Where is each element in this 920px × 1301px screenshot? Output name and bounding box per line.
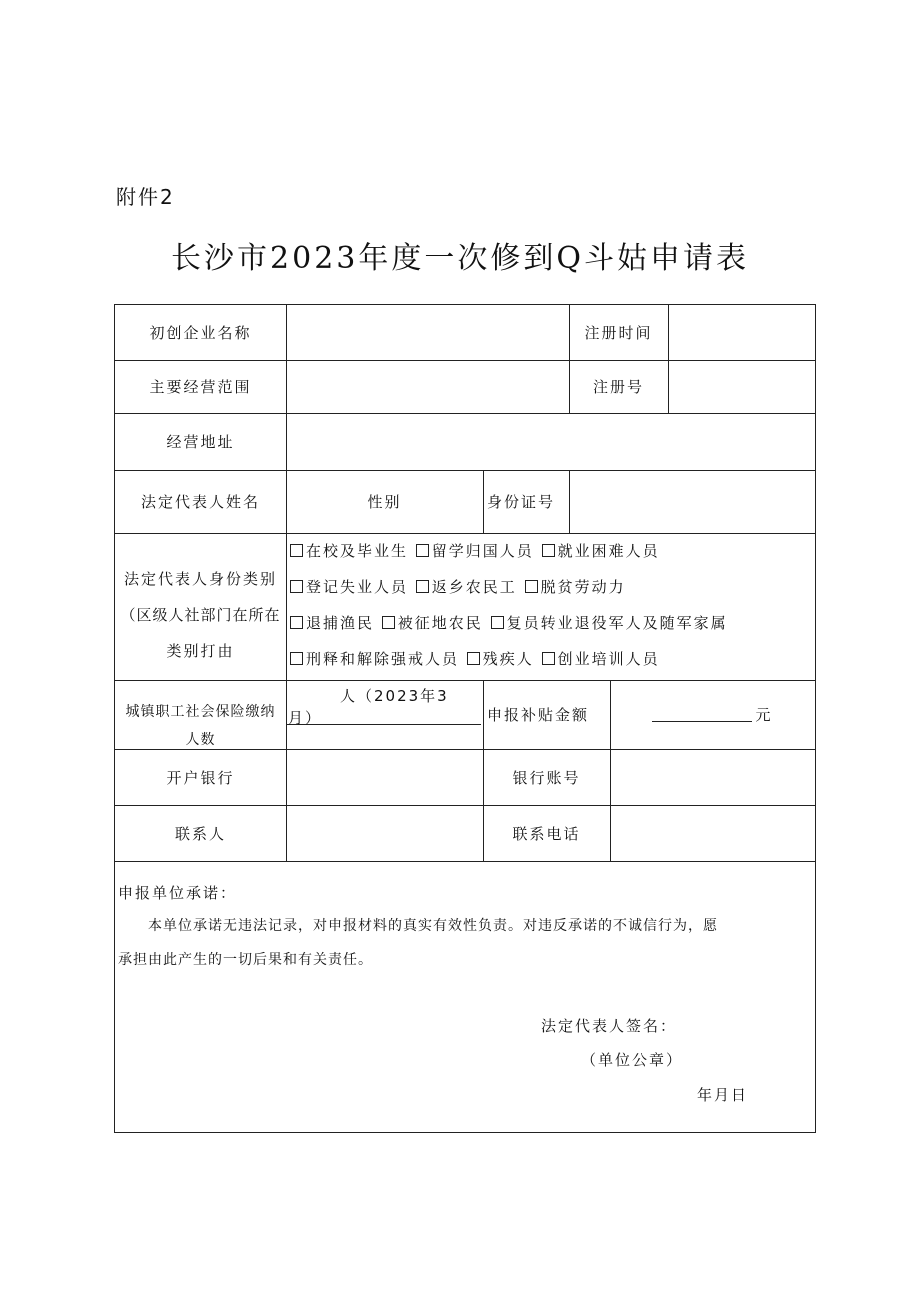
account-field[interactable] [610, 749, 815, 805]
promise-text [118, 909, 812, 977]
checkbox-icon[interactable] [542, 544, 555, 557]
reg-no-field[interactable] [668, 360, 815, 413]
option-label: 返乡农民工 [431, 578, 517, 596]
subsidy-unit: 元 [755, 706, 773, 724]
option-label: 留学归国人员 [431, 542, 534, 560]
identity-label-line-3: 类别打由 [166, 642, 235, 660]
subsidy-amount-blank[interactable] [652, 707, 752, 722]
company-name-field[interactable] [286, 305, 569, 360]
business-scope-field[interactable] [286, 360, 569, 413]
checkbox-icon[interactable] [382, 616, 395, 629]
checkbox-icon[interactable] [542, 652, 555, 665]
identity-option-row [289, 641, 809, 677]
date-label: 年月日 [697, 1086, 749, 1104]
address-label: 经营地址 [166, 433, 235, 451]
subsidy-field[interactable] [610, 680, 815, 749]
signature-label: 法定代表人签名： [541, 1017, 678, 1035]
checkbox-icon[interactable] [290, 544, 303, 557]
account-label: 银行账号 [512, 768, 581, 787]
identity-label [115, 561, 286, 669]
insurance-count-line-1[interactable]: 人（2023年3 [340, 687, 449, 705]
option-label: 创业培训人员 [557, 650, 660, 668]
business-scope-label: 主要经营范围 [149, 378, 252, 396]
checkbox-icon[interactable] [290, 616, 303, 629]
identity-label-line-2: （区级人社部门在所在 [120, 606, 281, 624]
option-label: 退捕渔民 [306, 614, 375, 632]
application-form [114, 304, 816, 1133]
option-label: 残疾人 [482, 650, 534, 668]
id-label: 身份证号 [487, 493, 556, 511]
identity-option-row [289, 533, 809, 569]
contact-label: 联系人 [174, 824, 226, 843]
identity-option-row [289, 569, 809, 605]
phone-field[interactable] [610, 805, 815, 861]
subsidy-label: 申报补贴金额 [487, 706, 590, 724]
checkbox-icon[interactable] [491, 616, 504, 629]
checkbox-icon[interactable] [416, 580, 429, 593]
page-title: 长沙市2023年度一次修到Q斗姑申请表 [171, 241, 749, 276]
option-label: 被征地农民 [397, 614, 483, 632]
contact-field[interactable] [286, 805, 483, 861]
attachment-label: 附件2 [116, 185, 175, 209]
company-name-label: 初创企业名称 [149, 324, 252, 342]
rep-name-label: 法定代表人姓名 [140, 493, 260, 511]
address-field[interactable] [286, 413, 815, 470]
identity-options [289, 533, 809, 677]
checkbox-icon[interactable] [290, 652, 303, 665]
reg-no-label: 注册号 [592, 378, 644, 396]
gender-label: 性别 [367, 493, 402, 511]
promise-text-line-2: 承担由此产生的一切后果和有关责任。 [118, 952, 373, 968]
promise-text-line-1: 本单位承诺无违法记录，对申报材料的真实有效性负责。对违反承诺的不诚信行为，愿 [148, 918, 718, 934]
option-label: 复员转业退役军人及随军家属 [506, 614, 728, 632]
seal-label: （单位公章） [581, 1051, 684, 1069]
insurance-label-line-1: 城镇职工社会保险缴纳 [125, 704, 276, 720]
reg-time-label: 注册时间 [584, 324, 653, 342]
identity-label-line-1: 法定代表人身份类别 [123, 570, 277, 588]
bank-label: 开户银行 [166, 768, 235, 787]
phone-label: 联系电话 [512, 824, 581, 843]
bank-field[interactable] [286, 749, 483, 805]
checkbox-icon[interactable] [416, 544, 429, 557]
insurance-label-line-2: 人数 [185, 732, 216, 748]
option-label: 脱贫劳动力 [540, 578, 626, 596]
option-label: 刑释和解除强戒人员 [306, 650, 460, 668]
checkbox-icon[interactable] [467, 652, 480, 665]
reg-time-field[interactable] [668, 305, 815, 360]
insurance-label [115, 698, 286, 754]
insurance-count-line-2[interactable]: 月） [288, 709, 323, 727]
option-label: 在校及毕业生 [306, 542, 409, 560]
option-label: 登记失业人员 [306, 578, 409, 596]
checkbox-icon[interactable] [290, 580, 303, 593]
option-label: 就业困难人员 [557, 542, 660, 560]
checkbox-icon[interactable] [525, 580, 538, 593]
identity-option-row [289, 605, 809, 641]
id-field[interactable] [569, 470, 815, 533]
promise-title: 申报单位承诺： [118, 884, 238, 902]
